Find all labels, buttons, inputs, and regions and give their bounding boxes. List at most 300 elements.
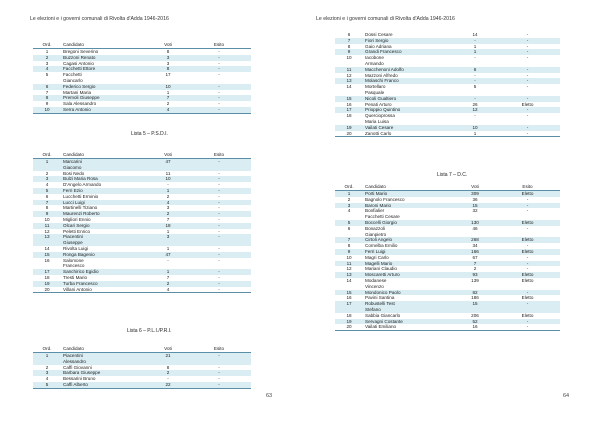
- cell-esito: -: [187, 353, 251, 359]
- cell-ord: 10: [346, 55, 352, 61]
- cell-candidato: Macchenoni Adolfo: [363, 67, 455, 73]
- cell-candidato: Bonazzoli: [365, 225, 385, 231]
- cell-voti: 1: [455, 131, 495, 137]
- cell-voti: 11: [165, 170, 171, 176]
- list-title: Lista 5 – P.S.D.I.: [131, 131, 168, 137]
- cell-candidato: Boccelli Giorgio: [363, 220, 455, 226]
- cell-candidato: Pasquale: [365, 90, 385, 96]
- cell-ord: 17: [33, 269, 61, 275]
- cell-esito: -: [495, 203, 560, 209]
- cell-ord: 6: [33, 84, 61, 90]
- cell-ord: 1: [33, 353, 61, 359]
- cell-ord: 8: [33, 95, 61, 101]
- cell-ord: 17: [335, 301, 363, 307]
- cell-voti: 14: [472, 32, 478, 38]
- cell-candidato: Prioppio Quintino: [363, 107, 455, 113]
- column-header-ord: Ord.: [33, 346, 61, 353]
- cell-candidato: Martinelli Tiziano: [63, 205, 98, 211]
- cell-esito: -: [187, 287, 251, 293]
- cell-esito: -: [187, 200, 251, 206]
- cell-voti: 21: [149, 353, 187, 359]
- cell-esito: -: [218, 49, 220, 55]
- cell-candidato: Bulzi Maria Rosa: [61, 176, 149, 182]
- cell-esito: Eletto: [521, 295, 534, 301]
- cell-ord: 14: [346, 278, 352, 284]
- cell-ord: 4: [45, 182, 49, 188]
- cell-voti: 93: [455, 272, 495, 278]
- cell-candidato: Modanese: [365, 278, 387, 284]
- cell-esito: -: [187, 269, 251, 275]
- cell-ord: 12: [346, 266, 352, 272]
- cell-candidato: Francesco: [63, 263, 85, 269]
- cell-voti: 15: [455, 301, 495, 307]
- cell-ord: 18: [346, 312, 352, 318]
- cell-voti: 2: [149, 281, 187, 287]
- cell-voti: 10: [149, 84, 187, 90]
- cell-ord: 16: [346, 101, 352, 107]
- cell-ord: 2: [33, 55, 61, 61]
- cell-ord: 3: [33, 176, 61, 182]
- cell-voti: 17: [165, 72, 171, 78]
- cell-ord: 5: [33, 188, 61, 194]
- cell-esito: -: [218, 72, 220, 78]
- cell-ord: 15: [335, 96, 363, 102]
- cell-voti: 26: [472, 101, 478, 107]
- cell-esito: Eletto: [495, 237, 560, 243]
- cell-ord: 2: [45, 364, 49, 370]
- cell-candidato: Maurenzi Roberto: [61, 211, 149, 217]
- cell-candidato: Cornelba Emilio: [365, 243, 398, 249]
- column-header-voti: Voti: [149, 42, 187, 49]
- cell-voti: 2: [149, 370, 187, 376]
- cell-ord: 9: [335, 249, 363, 255]
- column-header-candidato: Candidato: [363, 184, 455, 191]
- cell-esito: Eletto: [495, 191, 560, 197]
- cell-ord: 14: [346, 84, 352, 90]
- cell-esito: -: [495, 324, 560, 330]
- cell-esito: -: [187, 281, 251, 287]
- cell-candidato: Vincenzo: [365, 283, 384, 289]
- cell-esito: -: [187, 252, 251, 258]
- cell-voti: 130: [455, 220, 495, 226]
- cell-ord: 15: [33, 252, 61, 258]
- cell-candidato: Vailati Emiliano: [363, 324, 455, 330]
- cell-esito: -: [218, 60, 220, 66]
- cell-voti: 3: [149, 234, 187, 240]
- page-number: 63: [266, 393, 273, 399]
- cell-candidato: Piacentini: [61, 353, 149, 359]
- cell-voti: 1: [166, 246, 170, 252]
- cell-esito: -: [495, 125, 560, 131]
- cell-voti: 166: [455, 249, 495, 255]
- cell-voti: 10: [455, 125, 495, 131]
- cell-candidato: Dossi Cesare: [365, 32, 393, 38]
- cell-candidato: Mariani Claudio: [365, 266, 397, 272]
- cell-candidato: Premoli Giuseppe: [61, 95, 149, 101]
- cell-ord: 7: [335, 237, 363, 243]
- cell-candidato: Robustelli Test: [363, 301, 455, 307]
- cell-candidato: Ferri Ezio: [61, 188, 149, 194]
- cell-ord: 11: [33, 223, 61, 229]
- cell-candidato: Gianpietro: [365, 231, 387, 237]
- column-header-candidato: Candidato: [61, 346, 149, 353]
- cell-ord: 2: [347, 196, 351, 202]
- cell-voti: 34: [472, 243, 478, 249]
- list-title: Lista 7 – D.C.: [437, 172, 468, 178]
- cell-candidato: Sanchirico Egidio: [61, 269, 149, 275]
- cell-voti: 22: [149, 382, 187, 388]
- cell-voti: 6: [455, 67, 495, 73]
- cell-candidato: Serra Antonio: [61, 107, 149, 113]
- cell-candidato: Gaio Adriana: [365, 43, 392, 49]
- cell-candidato: Mortellaro: [365, 84, 386, 90]
- cell-ord: 8: [45, 205, 49, 211]
- cell-ord: 2: [45, 170, 49, 176]
- cell-esito: Eletto: [495, 272, 560, 278]
- cell-candidato: Sabbia Giancarlo: [365, 312, 401, 318]
- cell-candidato: Marcarini: [61, 159, 149, 165]
- cell-voti: 2: [473, 266, 477, 272]
- cell-ord: 16: [44, 257, 50, 263]
- cell-esito: Eletto: [495, 249, 560, 255]
- cell-voti: 7: [166, 217, 170, 223]
- cell-ord: 12: [346, 72, 352, 78]
- cell-candidato: Bregoni Severino: [63, 49, 99, 55]
- cell-ord: 16: [346, 295, 352, 301]
- cell-voti: 268: [455, 237, 495, 243]
- cell-ord: 3: [45, 60, 49, 66]
- cell-ord: 9: [45, 101, 49, 107]
- cell-ord: 13: [33, 234, 61, 240]
- cell-voti: 2: [149, 211, 187, 217]
- table-row: [335, 131, 560, 137]
- cell-voti: 7: [166, 275, 170, 281]
- cell-esito: -: [495, 131, 560, 137]
- cell-candidato: Migliori Ennio: [63, 217, 91, 223]
- cell-esito: -: [495, 96, 560, 102]
- cell-candidato: Ferri Luigi: [363, 249, 455, 255]
- cell-esito: -: [526, 266, 529, 272]
- column-header-candidato: Candidato: [61, 42, 149, 49]
- cell-voti: -: [455, 96, 495, 102]
- table-row: [33, 382, 251, 388]
- cell-esito: -: [218, 275, 220, 281]
- cell-voti: 1: [149, 269, 187, 275]
- cell-candidato: Pavini Santina: [365, 295, 395, 301]
- cell-voti: 5: [473, 84, 477, 90]
- cell-voti: 4: [149, 287, 187, 293]
- cell-voti: 7: [149, 95, 187, 101]
- cell-ord: 10: [346, 254, 352, 260]
- cell-esito: -: [218, 170, 220, 176]
- cell-esito: -: [187, 188, 251, 194]
- cell-voti: 47: [149, 159, 187, 165]
- cell-candidato: Salomone: [63, 257, 84, 263]
- cell-candidato: Tresti Mario: [63, 275, 88, 281]
- cell-esito: -: [187, 95, 251, 101]
- cell-ord: 18: [346, 113, 352, 119]
- cell-candidato: Olcari Sergio: [61, 223, 149, 229]
- cell-esito: -: [187, 211, 251, 217]
- cell-voti: 36: [472, 196, 478, 202]
- column-header-esito: Esito: [495, 184, 560, 191]
- cell-voti: -: [167, 182, 169, 188]
- cell-ord: 1: [33, 159, 61, 165]
- cell-ord: 10: [44, 217, 50, 223]
- cell-ord: 4: [45, 376, 49, 382]
- cell-esito: -: [495, 301, 560, 307]
- cell-voti: -: [474, 72, 476, 78]
- cell-candidato: Facchetti Ettore: [61, 66, 149, 72]
- cell-ord: 13: [335, 78, 363, 84]
- cell-voti: -: [474, 55, 476, 61]
- cell-esito: -: [495, 290, 560, 296]
- cell-ord: 8: [347, 43, 351, 49]
- list-title: Lista 6 – P.L.I./P.R.I.: [127, 328, 172, 334]
- cell-esito: -: [187, 107, 251, 113]
- cell-voti: 52: [455, 319, 495, 325]
- cell-voti: 139: [471, 278, 479, 284]
- cell-candidato: Buzzoni Renato: [61, 55, 149, 61]
- cell-candidato: Turba Francesco: [61, 281, 149, 287]
- cell-candidato: Nicoli Gualtiero: [363, 96, 455, 102]
- cell-candidato: Caffi Giovanni: [63, 364, 92, 370]
- cell-esito: -: [218, 101, 220, 107]
- table-row: [33, 287, 251, 293]
- cell-ord: 1: [335, 191, 363, 197]
- cell-ord: 10: [33, 107, 61, 113]
- cell-candidato: Cagasi Antonio: [63, 60, 94, 66]
- cell-ord: 20: [335, 324, 363, 330]
- cell-ord: 9: [335, 49, 363, 55]
- cell-esito: Eletto: [521, 278, 534, 284]
- cell-candidato: Baroni Mario: [363, 203, 455, 209]
- cell-voti: 10: [149, 176, 187, 182]
- cell-esito: -: [218, 246, 220, 252]
- cell-candidato: Rivolta Luigi: [63, 246, 89, 252]
- cell-candidato: Vailati Cesare: [363, 125, 455, 131]
- cell-esito: -: [218, 257, 220, 263]
- cell-esito: -: [218, 217, 220, 223]
- cell-esito: -: [495, 319, 560, 325]
- cell-voti: 1: [473, 43, 477, 49]
- cell-voti: -: [167, 376, 169, 382]
- cell-ord: 3: [335, 203, 363, 209]
- cell-voti: 82: [455, 290, 495, 296]
- cell-candidato: Mazzoni Alfredo: [365, 72, 398, 78]
- cell-voti: 15: [455, 203, 495, 209]
- cell-ord: 15: [335, 290, 363, 296]
- cell-esito: -: [218, 376, 220, 382]
- cell-voti: 1: [149, 188, 187, 194]
- cell-ord: 1: [45, 49, 49, 55]
- cell-ord: 7: [33, 200, 61, 206]
- cell-esito: -: [495, 67, 560, 73]
- cell-candidato: Piacentini: [61, 234, 149, 240]
- cell-candidato: Iacobone: [365, 55, 384, 61]
- cell-voti: 4: [149, 107, 187, 113]
- cell-candidato: Magri Carlo: [365, 254, 389, 260]
- cell-ord: 19: [335, 125, 363, 131]
- cell-candidato: Martani Maria: [63, 89, 92, 95]
- cell-esito: -: [526, 243, 529, 249]
- cell-voti: 3: [166, 205, 170, 211]
- candidate-table: [33, 152, 251, 293]
- running-header: Le elezioni e i governi comunali di Rivolta d'Adda 1946-2016: [316, 16, 455, 22]
- cell-ord: 13: [335, 272, 363, 278]
- cell-esito: -: [187, 66, 251, 72]
- cell-candidato: Cirtoli Angelo: [363, 237, 455, 243]
- cell-candidato: Giancarlo: [63, 78, 83, 84]
- cell-esito: -: [495, 107, 560, 113]
- cell-voti: -: [455, 38, 495, 44]
- column-header-esito: Esito: [187, 346, 251, 353]
- column-header-esito: Esito: [187, 152, 251, 159]
- cell-voti: 1: [166, 89, 170, 95]
- cell-ord: 3: [33, 370, 61, 376]
- column-header-voti: Voti: [149, 346, 187, 353]
- column-header-voti: Voti: [455, 184, 495, 191]
- cell-esito: -: [526, 55, 529, 61]
- cell-candidato: Bessarini Bruno: [63, 376, 96, 382]
- candidate-table: [33, 346, 251, 389]
- cell-esito: -: [526, 196, 529, 202]
- table-row: [335, 324, 560, 330]
- cell-ord: 5: [45, 72, 49, 78]
- table-row: [33, 107, 251, 113]
- cell-ord: 18: [44, 275, 50, 281]
- cell-candidato: Quercioprossa: [365, 113, 395, 119]
- cell-voti: 3: [149, 55, 187, 61]
- cell-ord: 7: [335, 38, 363, 44]
- cell-voti: 47: [149, 252, 187, 258]
- cell-candidato: Armando: [365, 61, 384, 67]
- cell-esito: Eletto: [521, 101, 534, 107]
- cell-candidato: Porti Mario: [363, 191, 455, 197]
- cell-esito: -: [526, 72, 529, 78]
- cell-candidato: Bagnolo Francesco: [365, 196, 405, 202]
- cell-candidato: Lucci Luigi: [61, 200, 149, 206]
- cell-ord: 4: [33, 66, 61, 72]
- cell-candidato: Giacomo: [61, 165, 149, 171]
- cell-candidato: Servagni Costante: [363, 319, 455, 325]
- cell-esito: -: [526, 113, 529, 119]
- cell-ord: 14: [44, 246, 50, 252]
- cell-candidato: Villani Antonio: [61, 287, 149, 293]
- candidate-table: [335, 32, 560, 137]
- cell-candidato: Sala Alessandro: [63, 101, 97, 107]
- cell-esito: -: [495, 38, 560, 44]
- column-header-ord: Ord.: [335, 184, 363, 191]
- cell-candidato: Maria Luisa: [365, 119, 389, 125]
- cell-candidato: Stefano: [363, 307, 455, 313]
- column-header-ord: Ord.: [33, 42, 61, 49]
- cell-esito: Eletto: [495, 220, 560, 226]
- page-number: 64: [563, 393, 570, 399]
- column-header-ord: Ord.: [33, 152, 61, 159]
- cell-candidato: Mondonico Paolo: [363, 290, 455, 296]
- cell-voti: 67: [472, 254, 478, 260]
- cell-esito: -: [187, 382, 251, 388]
- cell-esito: -: [218, 205, 220, 211]
- cell-voti: 2: [166, 101, 170, 107]
- candidate-table: [335, 184, 560, 331]
- cell-voti: 4: [149, 200, 187, 206]
- cell-voti: 3: [166, 60, 170, 66]
- cell-esito: -: [218, 364, 220, 370]
- cell-candidato: D'Angelo Armando: [63, 182, 102, 188]
- cell-esito: Eletto: [521, 312, 534, 318]
- cell-ord: 7: [45, 89, 49, 95]
- cell-candidato: Molaschi Franco: [363, 78, 455, 84]
- cell-candidato: Lucchetti Erminio: [63, 193, 99, 199]
- cell-candidato: Zanotti Carlo: [363, 131, 455, 137]
- candidate-table: [33, 42, 251, 114]
- cell-esito: -: [218, 193, 220, 199]
- cell-esito: -: [187, 55, 251, 61]
- cell-esito: -: [187, 84, 251, 90]
- column-header-candidato: Candidato: [61, 152, 149, 159]
- cell-esito: -: [187, 234, 251, 240]
- cell-candidato: Fiori Sergio: [363, 38, 455, 44]
- column-header-esito: Esito: [187, 42, 251, 49]
- cell-candidato: Magelli Mario: [363, 261, 455, 267]
- cell-ord: 8: [347, 243, 351, 249]
- cell-voti: 206: [471, 312, 479, 318]
- cell-candidato: Alessandro: [61, 359, 149, 365]
- cell-candidato: Bonfialier: [365, 208, 385, 214]
- cell-ord: 12: [44, 228, 50, 234]
- cell-ord: 6: [347, 32, 351, 38]
- cell-ord: 19: [33, 281, 61, 287]
- cell-candidato: Facchetti Cesare: [365, 214, 400, 220]
- cell-candidato: Moscaretti Arturo: [363, 272, 455, 278]
- cell-voti: 1: [455, 49, 495, 55]
- cell-voti: 18: [149, 223, 187, 229]
- cell-candidato: Penati Arturo: [365, 101, 392, 107]
- cell-ord: 17: [335, 107, 363, 113]
- cell-ord: 6: [45, 193, 49, 199]
- cell-candidato: Ronga Bagenio: [61, 252, 149, 258]
- cell-ord: 20: [335, 131, 363, 137]
- cell-esito: -: [187, 176, 251, 182]
- cell-esito: -: [526, 43, 529, 49]
- right-page: [300, 0, 600, 424]
- cell-voti: 309: [455, 191, 495, 197]
- cell-ord: 5: [33, 382, 61, 388]
- cell-voti: 1: [166, 228, 170, 234]
- cell-voti: 32: [472, 208, 478, 214]
- cell-esito: -: [495, 49, 560, 55]
- cell-esito: -: [526, 254, 529, 260]
- cell-candidato: Giuseppe: [61, 240, 149, 246]
- cell-candidato: Peletti Enrico: [63, 228, 91, 234]
- cell-ord: 11: [335, 67, 363, 73]
- cell-voti: 2: [166, 193, 170, 199]
- cell-voti: -: [455, 78, 495, 84]
- cell-esito: -: [218, 182, 220, 188]
- running-header: Le elezioni e i governi comunali di Rivolta d'Adda 1946-2016: [30, 16, 169, 22]
- cell-voti: 8: [149, 66, 187, 72]
- cell-voti: 8: [166, 364, 170, 370]
- cell-voti: 16: [455, 324, 495, 330]
- cell-candidato: Barbara Giuseppe: [61, 370, 149, 376]
- cell-voti: 186: [471, 295, 479, 301]
- cell-esito: -: [218, 228, 220, 234]
- cell-esito: -: [218, 89, 220, 95]
- cell-esito: -: [187, 159, 251, 165]
- cell-esito: -: [526, 225, 529, 231]
